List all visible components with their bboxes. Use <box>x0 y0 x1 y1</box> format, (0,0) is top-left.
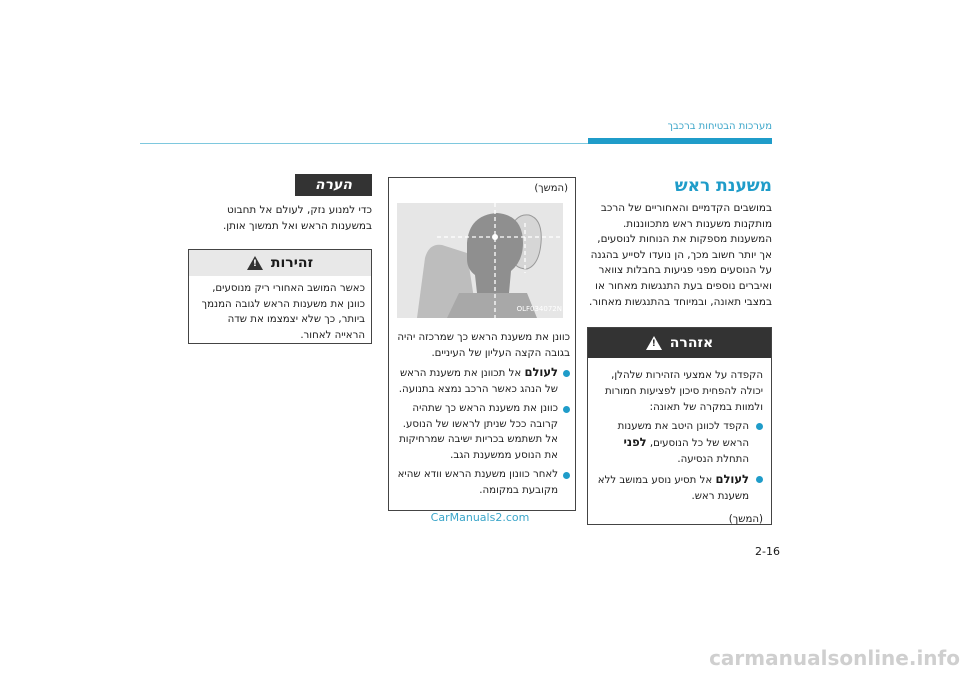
warning-title: אזהרה <box>669 335 714 351</box>
warning-item-post: אל תסיע נוסע במושב ללא משענת ראש. <box>597 474 749 502</box>
warning-header <box>588 328 771 358</box>
warning-box <box>587 327 772 525</box>
intro-paragraph: במושבים הקדמיים והאחוריים של הרכב מותקנות משענות ראש מתכווננות. המשענות מספקות את הנוחות לנוסעים, אך יותר חשוב מכך, הן נועדו לסייע בהגנה על הנוסעים מפני פגיעות בחבלות צוואר ואיברים נוספים בעת התנגשות מאחור או במצבי תאונה, ובמיוחד בהתנגשות מאחור. <box>588 202 772 308</box>
instruction-item <box>392 365 570 397</box>
headrest-illustration <box>397 203 563 318</box>
section-header: מערכות הבטיחות ברכבך <box>667 121 772 132</box>
continued-label: (המשך) <box>534 183 568 194</box>
continued-label: (המשך) <box>728 514 763 526</box>
caution-title: זהירות <box>270 255 314 271</box>
warning-item <box>594 419 763 467</box>
instruction-text: אל תכוונן את משענת הראש של הנהג כאשר הרכב נמצא בתנועה. <box>398 368 558 395</box>
bullet-icon <box>563 472 570 479</box>
instruction-item <box>392 401 570 463</box>
watermark: CarManuals2.com <box>430 511 530 524</box>
caution-header <box>189 250 371 276</box>
bullet-icon <box>756 476 763 483</box>
bullet-icon <box>563 406 570 413</box>
instruction-bold: לעולם <box>524 365 558 379</box>
warning-intro: הקפדה על אמצעי הזהירות שלהלן, יכולה להפחית סיכון לפציעות חמורות ולמוות במקרה של תאונה: <box>604 370 763 413</box>
bullet-icon <box>563 370 570 377</box>
bullet-icon <box>756 423 763 430</box>
caution-box <box>188 249 372 344</box>
warning-item-bold: לפני <box>623 435 647 450</box>
page-number: 2-16 <box>755 545 780 558</box>
footer-logo: carmanualsonline.info <box>709 646 960 670</box>
warning-item-bold: לעולם <box>715 471 749 486</box>
warning-triangle-icon: ! <box>646 336 662 350</box>
middle-text <box>392 330 570 498</box>
instruction-item <box>392 467 570 498</box>
warning-item-pre: הקפד לכוונן היטב את משענות הראש של כל הנוסעים, <box>617 421 749 450</box>
caution-triangle-icon: ! <box>247 256 263 270</box>
caution-text: כאשר המושב האחורי ריק מנוסעים, כוונן את משענות הראש לגובה המנמך ביותר, כך שלא יצמצמו את שדה הראייה לאחור. <box>201 283 365 341</box>
note-label: הערה <box>295 174 372 196</box>
headrest-diagram <box>397 203 563 318</box>
instruction-text: לאחר כוונון משענת הראש וודא שהיא מקובעת במקומה. <box>397 469 558 496</box>
image-code: OLF034072N <box>516 305 562 313</box>
warning-body <box>588 358 771 528</box>
warning-item-post: התחלת הנסיעה. <box>677 453 749 465</box>
section-title: משענת ראש <box>674 176 772 196</box>
instruction-text: כוונן את משענת הראש כך שתהיה קרובה ככל שניתן לראשו של הנוסע. אל תשתמש בכריות ישיבה שמרחיקות את הנוסע ממשענת הגב. <box>399 403 558 461</box>
header-accent-bar <box>588 138 772 144</box>
note-text: כדי למנוע נזק, לעולם אל תחבוט במשענות הראש ואל תמשוך אותן. <box>222 204 372 232</box>
adjust-instruction: כוונן את משענת הראש כך שמרכזה יהיה בגובה הקצה העליון של העיניים. <box>397 332 570 359</box>
warning-item <box>594 472 763 505</box>
